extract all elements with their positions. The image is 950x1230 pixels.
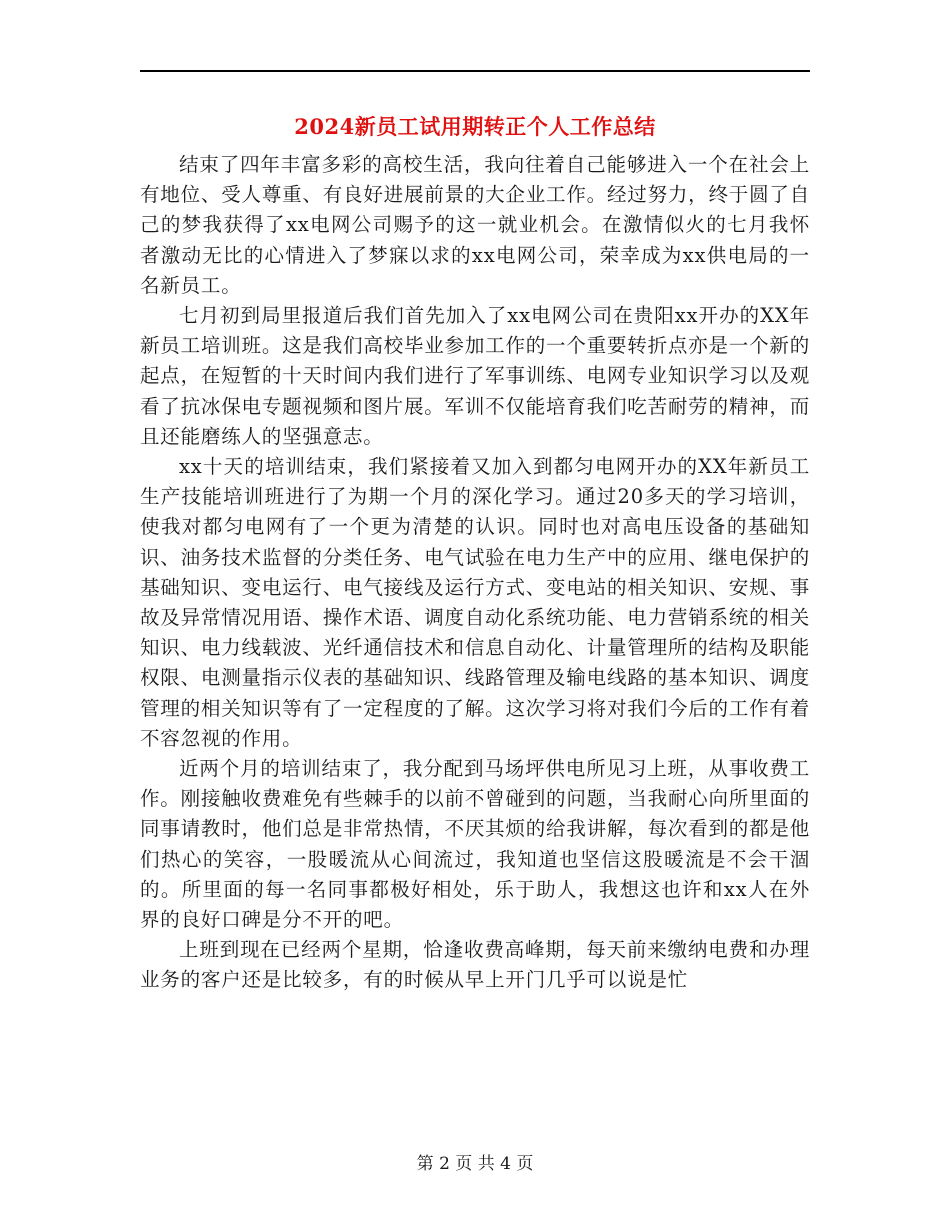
paragraph: 结束了四年丰富多彩的高校生活，我向往着自己能够进入一个在社会上有地位、受人尊重、有良好进展前景的大企业工作。经过努力，终于圆了自己的梦我获得了xx电网公司赐予的这一就业机会。在激情似火的七月我怀者激动无比的心情进入了梦寐以求的xx电网公司，荣幸成为xx供电局的一名新员工。: [140, 153, 810, 297]
page-number-footer: 第 2 页 共 4 页: [416, 1154, 534, 1174]
document-title: 2024新员工试用期转正个人工作总结: [294, 114, 656, 139]
paragraph: 七月初到局里报道后我们首先加入了xx电网公司在贵阳xx开办的XX年新员工培训班。这是我们高校毕业参加工作的一个重要转折点亦是一个新的起点，在短暂的十天时间内我们进行了军事训练、电网专业知识学习以及观看了抗冰保电专题视频和图片展。军训不仅能培育我们吃苦耐劳的精神，而且还能磨练人的坚强意志。: [140, 304, 810, 448]
paragraph: xx十天的培训结束，我们紧接着又加入到都匀电网开办的XX年新员工生产技能培训班进行了为期一个月的深化学习。通过20多天的学习培训，使我对都匀电网有了一个更为清楚的认识。同时也对高电压设备的基础知识、油务技术监督的分类任务、电气试验在电力生产中的应用、继电保护的基础知识、变电运行、电气接线及运行方式、变电站的相关知识、安规、事故及异常情况用语、操作术语、调度自动化系统功能、电力营销系统的相关知识、电力线载波、光纤通信技术和信息自动化、计量管理所的结构及职能权限、电测量指示仪表的基础知识、线路管理及输电线路的基本知识、调度管理的相关知识等有了一定程度的了解。这次学习将对我们今后的工作有着不容忽视的作用。: [140, 455, 810, 750]
header-rule: [140, 70, 810, 72]
paragraph: 上班到现在已经两个星期，恰逢收费高峰期，每天前来缴纳电费和办理业务的客户还是比较多，有的时候从早上开门几乎可以说是忙: [140, 938, 810, 992]
document-body: [140, 150, 810, 996]
paragraph: 近两个月的培训结束了，我分配到马场坪供电所见习上班，从事收费工作。刚接触收费难免有些棘手的以前不曾碰到的问题，当我耐心向所里面的同事请教时，他们总是非常热情，不厌其烦的给我讲解，每次看到的都是他们热心的笑容，一股暖流从心间流过，我知道也坚信这股暖流是不会干涸的。所里面的每一名同事都极好相处，乐于助人，我想这也许和xx人在外界的良好口碑是分不开的吧。: [140, 757, 810, 932]
